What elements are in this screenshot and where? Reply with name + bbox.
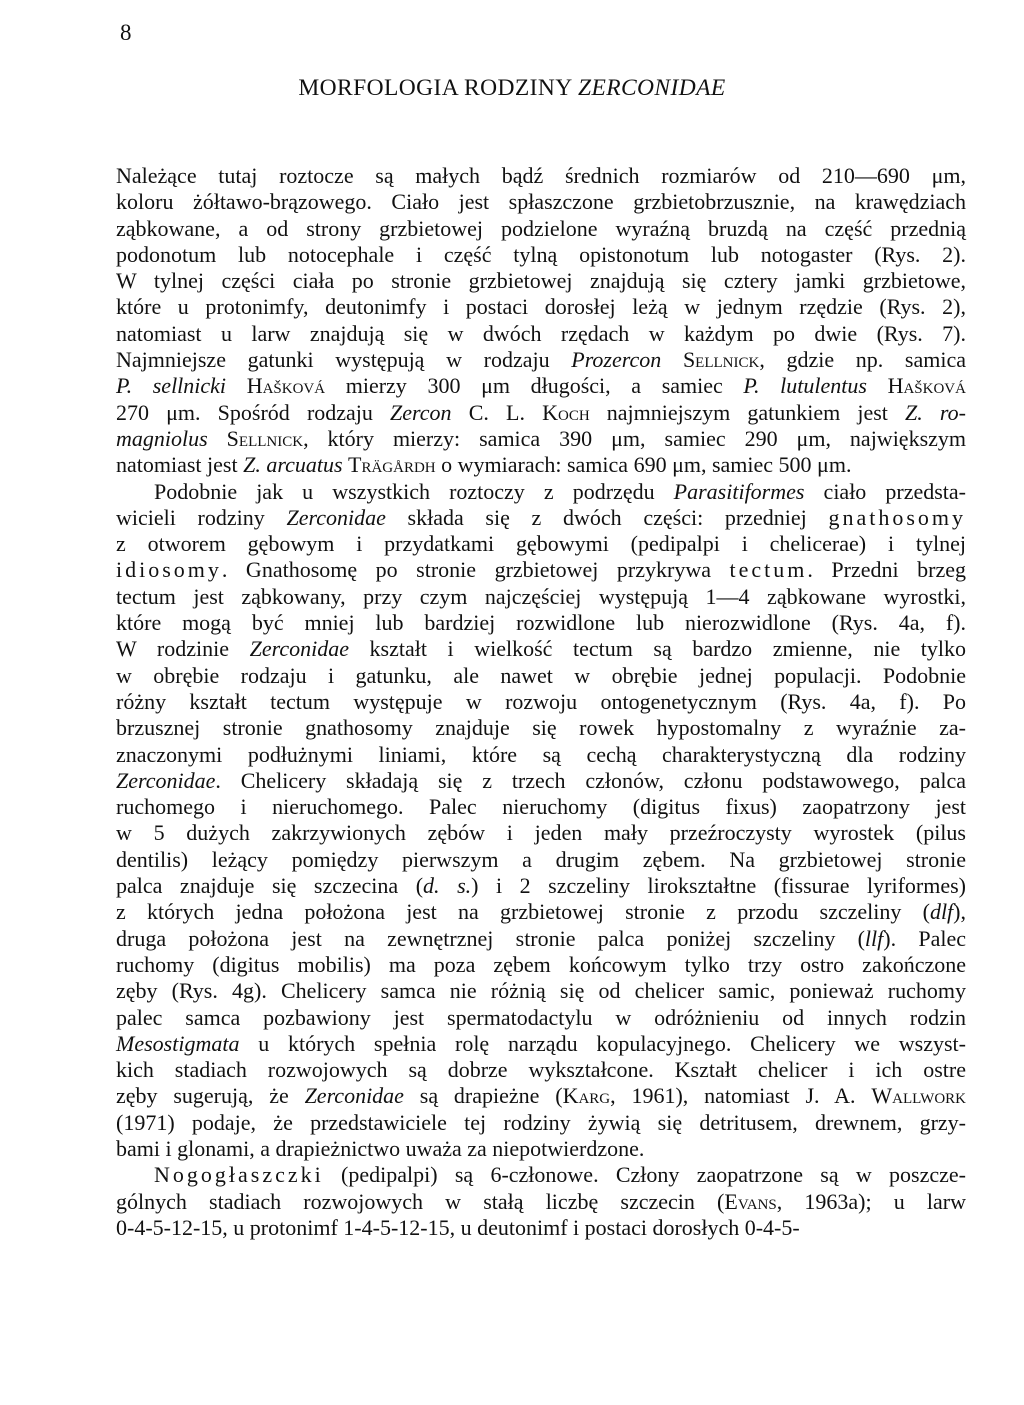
text-line — [116, 742, 966, 768]
text-run: w 5 dużych zakrzywionych zębów i jeden mały przeźroczysty wyrostek (pilus — [116, 820, 966, 846]
text-run: o wymiarach: samica 690 μm, samiec 500 μm. — [435, 452, 852, 478]
text-line — [116, 1005, 966, 1031]
italic-term: Zercon — [390, 399, 452, 425]
italic-term: P. sellnicki — [116, 373, 227, 399]
text-line — [116, 1057, 966, 1083]
text-run: podonotum lub notocephale i część tylną opistonotum lub notogaster (Rys. 2). — [116, 241, 966, 267]
italic-term: Parasitiformes — [673, 478, 805, 504]
text-run: kich stadiach rozwojowych są dobrze wykształcone. Kształt chelicer i ich ostre — [116, 1057, 966, 1083]
italic-term: Z. ro- — [905, 399, 966, 425]
text-run: . Przedni brzeg — [807, 557, 967, 583]
text-line — [116, 347, 966, 373]
text-run: . Chelicery składają się z trzech członów, członu podstawowego, palca — [215, 767, 966, 793]
text-line — [116, 1031, 966, 1057]
italic-term: d. s. — [423, 873, 472, 899]
author-name: Karg — [562, 1083, 611, 1109]
text-run: dentilis) leżący pomiędzy pierwszym a drugim zębem. Na grzbietowej stronie — [116, 846, 966, 872]
italic-term: Zerconidae — [304, 1083, 404, 1109]
text-run: Podobnie jak u wszystkich roztoczy z podrzędu — [154, 478, 674, 504]
text-line — [116, 242, 966, 268]
page-number: 8 — [120, 20, 132, 45]
text-line — [116, 978, 966, 1004]
author-name: Sellnick — [682, 347, 760, 373]
text-line — [116, 1110, 966, 1136]
text-run — [226, 373, 247, 398]
text-run: ), — [953, 899, 966, 925]
running-title-italic: ZERCONIDAE — [578, 75, 726, 101]
paragraph — [116, 479, 966, 1163]
italic-term: dlf — [929, 899, 954, 925]
text-run: z których jedna położona jest na grzbietowej stronie z przodu szczeliny ( — [116, 899, 930, 925]
text-line — [116, 189, 966, 215]
text-run: brzusznej stronie gnathosomy znajduje się rowek hypostomalny z wyraźnie za- — [116, 715, 966, 741]
italic-term: magniolus — [116, 425, 208, 451]
text-line — [116, 426, 966, 452]
text-run: natomiast jest — [116, 452, 244, 478]
text-run: które u protonimfy, deutonimfy i postaci dorosłej leżą w jednym rzędzie (Rys. 2), — [116, 294, 966, 320]
text-line — [116, 531, 966, 557]
text-run: ciało przedsta- — [804, 478, 967, 504]
italic-term: Prozercon — [571, 347, 662, 373]
text-line — [116, 768, 966, 794]
text-line — [116, 847, 966, 873]
text-line — [116, 321, 966, 347]
text-run: tectum jest ząbkowany, przy czym najczęściej występują 1—4 ząbkowane wyrostki, — [116, 583, 966, 609]
text-line — [116, 400, 966, 426]
italic-term: llf — [864, 925, 884, 951]
text-line — [116, 505, 966, 531]
text-run: , 1963a); u larw — [776, 1188, 967, 1214]
text-line — [116, 1215, 966, 1241]
author-name: Hašková — [887, 373, 966, 399]
text-line — [116, 584, 966, 610]
text-run: , 1961), natomiast J. A. — [610, 1083, 872, 1109]
body-text — [116, 163, 966, 1241]
text-run: (1971) podaje, że przedstawiciele tej rodziny żywią się detritusem, drewnem, grzy- — [116, 1109, 966, 1135]
text-run: , gdzie np. samica — [759, 347, 966, 373]
text-run: W tylnej części ciała po stronie grzbietowej znajdują się cztery jamki grzbietowe, — [116, 268, 966, 294]
text-run: składa się z dwóch części: przedniej — [385, 504, 829, 530]
text-line — [116, 952, 966, 978]
spaced-term: Nogogłaszczki — [154, 1162, 324, 1188]
text-line — [116, 294, 966, 320]
running-title — [0, 75, 1024, 102]
paragraph — [116, 1162, 966, 1241]
text-run: 270 μm. Spośród rodzaju — [116, 399, 391, 425]
text-line — [116, 557, 966, 583]
text-run: , który mierzy: samica 390 μm, samiec 290 μm, największym — [303, 425, 967, 451]
text-run: ząbkowane, a od strony grzbietowej podzielone wyraźną bruzdą na część przednią — [116, 215, 966, 241]
italic-term: Z. arcuatus — [243, 452, 343, 478]
text-line — [116, 715, 966, 741]
text-run: koloru żółtawo-brązowego. Ciało jest spłaszczone grzbietobrzusznie, na krawędziach — [116, 189, 966, 215]
italic-term: Zerconidae — [286, 504, 386, 530]
author-name: Sellnick — [226, 425, 304, 451]
text-line — [116, 926, 966, 952]
text-run: ) i 2 szczeliny lirokształtne (fissurae lyriformes) — [471, 873, 967, 899]
text-line — [116, 1136, 966, 1162]
text-run: natomiast u larw znajdują się w dwóch rzędach w każdym po dwie (Rys. 7). — [116, 320, 966, 346]
text-run — [661, 347, 683, 372]
text-line — [116, 479, 966, 505]
text-line — [116, 899, 966, 925]
text-run: W rodzinie — [116, 636, 250, 662]
text-run: palec samca pozbawiony jest spermatodactylu w odróżnieniu od innych rodzin — [116, 1004, 966, 1030]
text-run: Najmniejsze gatunki występują w rodzaju — [116, 347, 572, 373]
text-run: . Gnathosomę po stronie grzbietowej przykrywa — [221, 557, 730, 583]
text-run: gólnych stadiach rozwojowych w stałą liczbę szczecin ( — [116, 1188, 725, 1214]
text-line — [116, 689, 966, 715]
text-run: 0-4-5-12-15, u protonimf 1-4-5-12-15, u deutonimf i postaci dorosłych 0-4-5- — [116, 1214, 800, 1240]
text-line — [116, 1162, 966, 1188]
author-name: Hašková — [246, 373, 326, 399]
text-run: (pedipalpi) są 6-członowe. Człony zaopatrzone są w poszcze- — [323, 1162, 966, 1188]
author-name: Trägårdh — [348, 452, 436, 478]
text-line — [116, 216, 966, 242]
text-run: które mogą być mniej lub bardziej rozwidlone lub nierozwidlone (Rys. 4a, f). — [116, 610, 966, 636]
paragraph — [116, 163, 966, 479]
text-run: zęby (Rys. 4g). Chelicery samca nie różnią się od chelicer samic, ponieważ ruchomy — [116, 978, 966, 1004]
text-run: u których spełnia rolę narządu kopulacyjnego. Chelicery we wszyst- — [239, 1030, 966, 1056]
spaced-term: gnathosomy — [828, 504, 966, 530]
author-name: Evans — [724, 1188, 777, 1214]
text-line — [116, 373, 966, 399]
text-line — [116, 452, 966, 478]
italic-term: Mesostigmata — [116, 1030, 240, 1056]
spaced-term: idiosomy — [116, 557, 222, 583]
italic-term: Zerconidae — [249, 636, 349, 662]
text-run: najmniejszym gatunkiem jest — [589, 399, 906, 425]
text-line — [116, 873, 966, 899]
italic-term: Zerconidae — [116, 767, 216, 793]
italic-term: P. lutulentus — [743, 373, 867, 399]
text-line — [116, 794, 966, 820]
text-run: w obrębie rodzaju i gatunku, ale nawet w obrębie jednej populacji. Podobnie — [116, 662, 966, 688]
text-run: mierzy 300 μm długości, a samiec — [325, 373, 744, 399]
text-line — [116, 636, 966, 662]
text-run: kształt i wielkość tectum są bardzo zmienne, nie tylko — [348, 636, 966, 662]
text-run: są drapieżne ( — [403, 1083, 563, 1109]
text-line — [116, 268, 966, 294]
text-run: palca znajduje się szczecina ( — [116, 873, 424, 899]
text-run: C. L. — [451, 399, 543, 425]
text-run: ruchomy (digitus mobilis) ma poza zębem końcowym tylko trzy ostro zakończone — [116, 951, 966, 977]
text-line — [116, 163, 966, 189]
text-run: zęby sugerują, że — [116, 1083, 305, 1109]
text-line — [116, 1189, 966, 1215]
running-title-plain: MORFOLOGIA RODZINY — [298, 75, 578, 101]
text-run — [208, 426, 227, 451]
text-line — [116, 663, 966, 689]
text-run: Należące tutaj roztocze są małych bądź średnich rozmiarów od 210—690 μm, — [116, 163, 966, 188]
text-run — [867, 373, 888, 398]
author-name: Koch — [542, 399, 590, 425]
text-run: różny kształt tectum występuje w rozwoju ontogenetycznym (Rys. 4a, f). Po — [116, 688, 966, 714]
text-run: ruchomego i nieruchomego. Palec nieruchomy (digitus fixus) zaopatrzony jest — [116, 794, 966, 820]
text-line — [116, 1083, 966, 1109]
text-run: bami i glonami, a drapieżnictwo uważa za niepotwierdzone. — [116, 1135, 645, 1161]
text-line — [116, 610, 966, 636]
text-line — [116, 820, 966, 846]
text-run: druga położona jest na zewnętrznej stronie palca poniżej szczeliny ( — [116, 925, 865, 951]
text-run: znaczonymi podłużnymi liniami, które są cechą charakterystyczną dla rodziny — [116, 741, 966, 767]
spaced-term: tectum — [729, 557, 808, 583]
author-name: Wallwork — [871, 1083, 966, 1109]
text-run: ). Palec — [883, 925, 966, 951]
text-run: z otworem gębowym i przydatkami gębowymi (pedipalpi i chelicerae) i tylnej — [116, 531, 966, 557]
text-run: wicieli rodziny — [116, 504, 287, 530]
